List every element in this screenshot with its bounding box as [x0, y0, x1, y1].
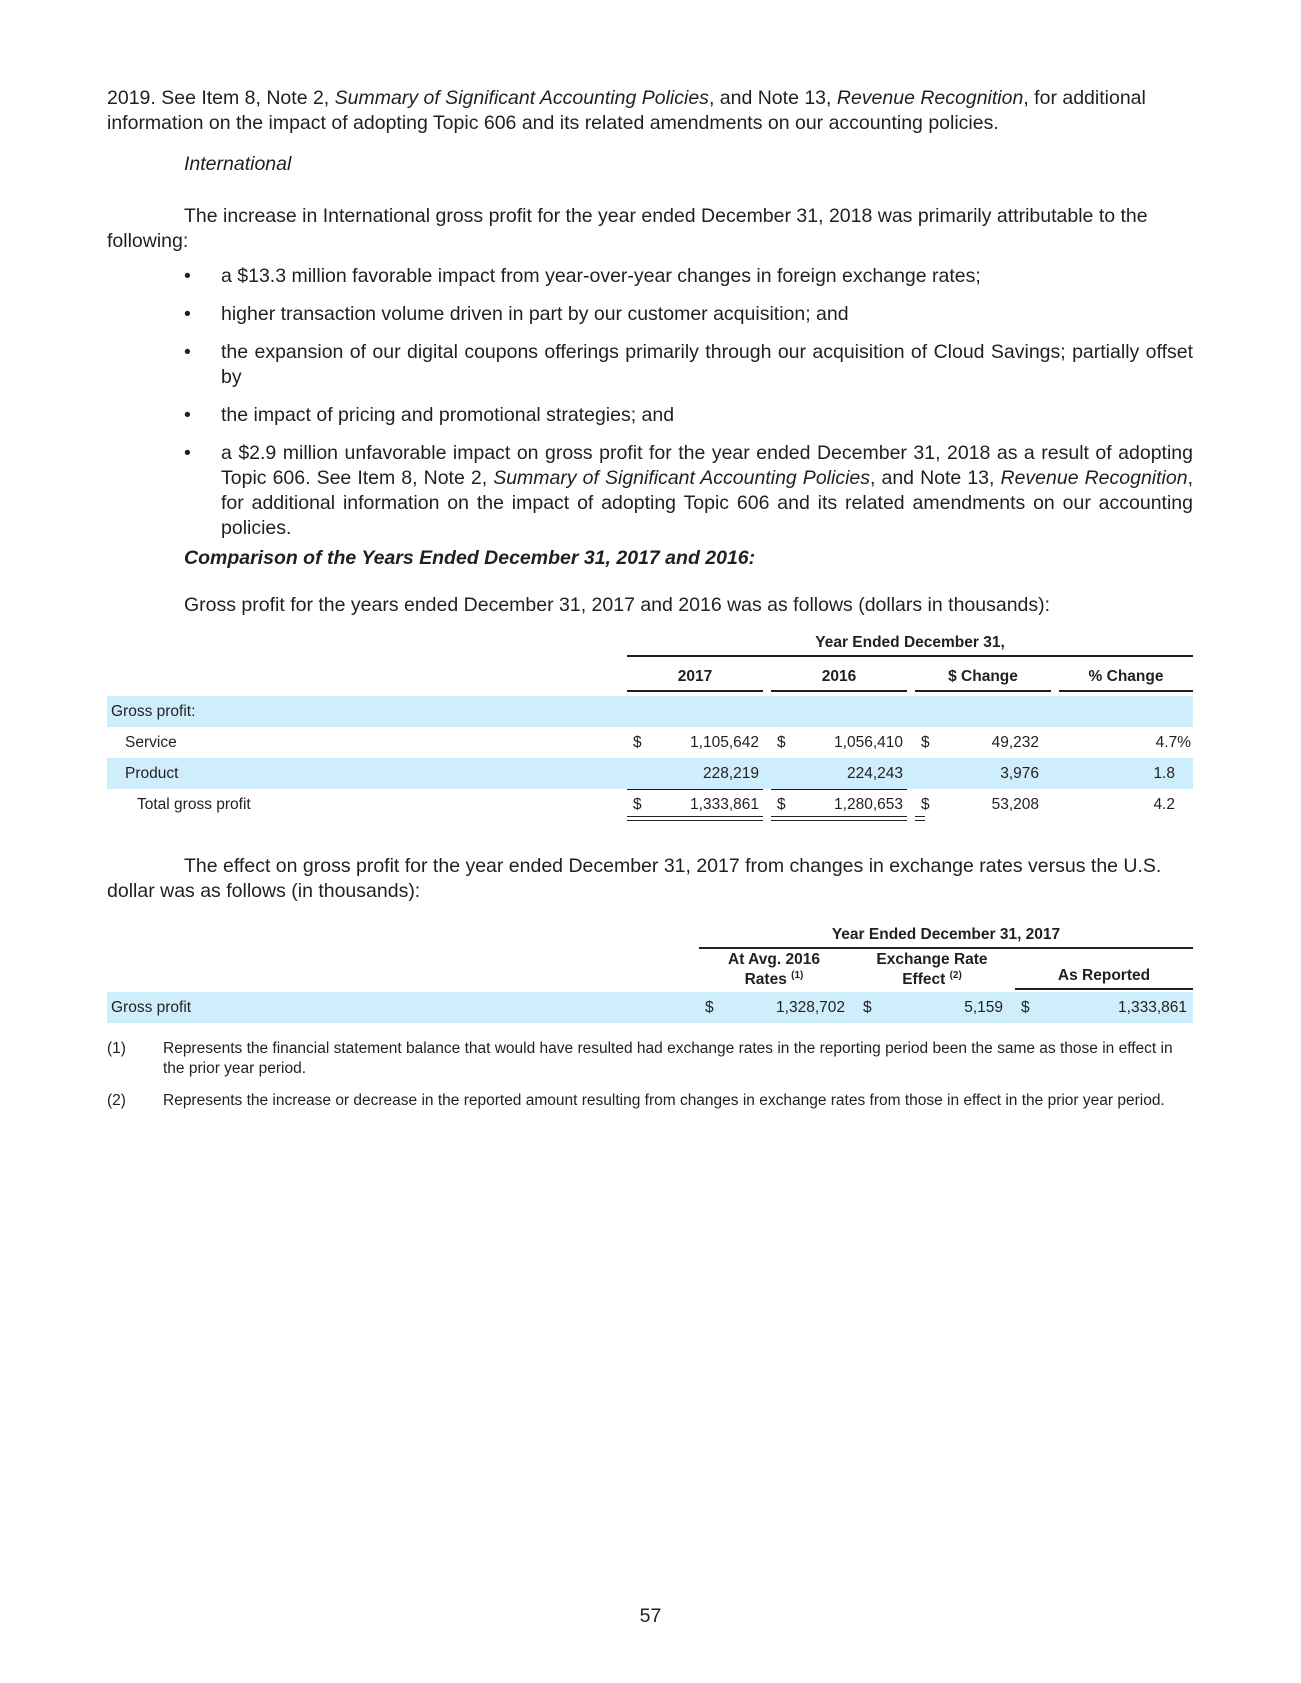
- bullet-item: [107, 340, 1193, 390]
- footnote-text: Represents the increase or decrease in the reported amount resulting from changes in exchange rates from those in effect in the prior year period.: [163, 1092, 1165, 1109]
- intro-paragraph: [107, 86, 1193, 136]
- table-row: [107, 727, 1193, 758]
- value-cell: 1,328,702: [776, 999, 845, 1016]
- value-cell: 53,208: [991, 796, 1039, 813]
- bullet-text: the impact of pricing and promotional strategies; and: [221, 404, 675, 426]
- page-number: 57: [639, 1605, 662, 1627]
- column-header-dollar-change: $ Change: [915, 668, 1051, 692]
- row-label: Service: [125, 734, 177, 751]
- total-double-rule: [771, 816, 907, 821]
- table-section-row: [107, 696, 1193, 727]
- currency-symbol: $: [777, 796, 786, 813]
- value-cell: 1,333,861: [690, 796, 759, 813]
- value-cell: 4.2: [1153, 796, 1175, 813]
- intro-text-b: , and Note 13,: [708, 87, 832, 109]
- table-header: [107, 926, 1193, 992]
- bullet-text: the expansion of our digital coupons offerings primarily through our acquisition of Cloud Savings; partially offset by: [221, 341, 1193, 388]
- currency-symbol: $: [921, 734, 930, 751]
- bullet-marker: •: [184, 341, 191, 363]
- footnotes: [107, 1039, 1193, 1111]
- column-header-text: Rates: [744, 971, 787, 988]
- column-header-line: Exchange Rate: [876, 951, 988, 968]
- bullet-item: [107, 302, 1193, 327]
- bullet-marker: •: [184, 265, 191, 287]
- row-label: Total gross profit: [137, 796, 251, 813]
- intro-text-c: , for additional information on the impact of adopting Topic 606 and its related amendments on our accounting policies.: [107, 87, 1146, 134]
- bullet-text: a $2.9 million unfavorable impact on gross profit for the year ended December 31, 2018 as a result of adopting Topic 606. See Item 8, Note 2,: [221, 442, 1193, 489]
- value-cell: 1.8: [1153, 765, 1175, 782]
- column-header-2017: 2017: [627, 668, 763, 692]
- column-header-exchange-rate-effect: [857, 952, 1007, 994]
- value-cell: 3,976: [1000, 765, 1039, 782]
- document-page: [107, 86, 1193, 1123]
- bullet-text: higher transaction volume driven in part by our customer acquisition; and: [221, 303, 849, 325]
- international-heading: International: [184, 153, 292, 175]
- bullet-ref-italic: Summary of Significant Accounting Policies: [493, 467, 871, 489]
- column-header-line: [699, 968, 849, 988]
- table-total-row: [107, 789, 1193, 820]
- table-group-header: Year Ended December 31,: [627, 634, 1193, 657]
- value-cell: 49,232: [991, 734, 1039, 751]
- value-cell: 4.7%: [1155, 734, 1191, 751]
- currency-symbol: $: [921, 796, 930, 813]
- column-header-text: Effect: [902, 971, 946, 988]
- gross-profit-table: [107, 634, 1193, 820]
- column-header-at-avg-rates: [699, 952, 849, 994]
- table-row: [107, 758, 1193, 789]
- international-lead: The increase in International gross profit for the year ended December 31, 2018 was primarily attributable to the following:: [107, 205, 1148, 252]
- total-double-rule: [627, 816, 763, 821]
- column-header-line: As Reported: [1057, 967, 1151, 984]
- comparison-intro: Gross profit for the years ended December 31, 2017 and 2016 was as follows (dollars in thousands):: [184, 594, 1051, 616]
- bullet-text-c: , for additional information on the impact of adopting Topic 606 and its related amendments on our accounting policies.: [221, 467, 1193, 539]
- value-cell: 1,105,642: [690, 734, 759, 751]
- footnote: [107, 1039, 1193, 1079]
- bullet-item: [107, 441, 1193, 541]
- column-header-line: At Avg. 2016: [728, 951, 820, 968]
- intro-ref-italic: Summary of Significant Accounting Policies: [334, 87, 709, 109]
- column-header-line: [857, 968, 1007, 988]
- table-header: [107, 634, 1193, 696]
- total-double-rule: [915, 816, 925, 821]
- intro-text: 2019. See Item 8, Note 2,: [107, 87, 330, 109]
- currency-symbol: $: [633, 796, 642, 813]
- footnote-ref: (1): [791, 970, 804, 981]
- footnote-ref: (2): [949, 970, 962, 981]
- value-cell: 5,159: [964, 999, 1003, 1016]
- footnote-mark: (1): [107, 1040, 126, 1057]
- value-cell: 1,280,653: [834, 796, 903, 813]
- value-cell: 228,219: [702, 765, 759, 782]
- row-label: Product: [125, 765, 179, 782]
- column-header-as-reported: [1015, 952, 1193, 990]
- intro-ref-italic-2: Revenue Recognition: [836, 87, 1024, 109]
- bullet-marker: •: [184, 303, 191, 325]
- bullet-marker: •: [184, 404, 191, 426]
- value-cell: 224,243: [846, 765, 903, 782]
- row-label: Gross profit:: [111, 703, 196, 720]
- currency-symbol: $: [705, 999, 714, 1016]
- column-header-2016: 2016: [771, 668, 907, 692]
- footnote: [107, 1091, 1193, 1111]
- fx-intro: The effect on gross profit for the year ended December 31, 2017 from changes in exchange rates versus the U.S. dollar was as follows (in thousands):: [107, 855, 1162, 902]
- bullet-text: a $13.3 million favorable impact from year-over-year changes in foreign exchange rates;: [221, 265, 981, 287]
- value-cell: 1,056,410: [834, 734, 903, 751]
- column-header-spacer: [1015, 952, 1193, 968]
- fx-table: [107, 926, 1193, 1023]
- table-row: [107, 992, 1193, 1023]
- comparison-title: Comparison of the Years Ended December 31, 2017 and 2016:: [184, 547, 756, 569]
- footnote-mark: (2): [107, 1092, 126, 1109]
- column-header-percent-change: % Change: [1059, 668, 1193, 692]
- value-cell: 1,333,861: [1118, 999, 1187, 1016]
- bullet-item: [107, 264, 1193, 289]
- row-label: Gross profit: [111, 999, 192, 1016]
- currency-symbol: $: [863, 999, 872, 1016]
- currency-symbol: $: [1021, 999, 1030, 1016]
- bullet-ref-italic-2: Revenue Recognition: [1000, 467, 1188, 489]
- currency-symbol: $: [633, 734, 642, 751]
- bullet-text-b: , and Note 13,: [870, 467, 995, 489]
- bullet-list: [107, 264, 1193, 541]
- currency-symbol: $: [777, 734, 786, 751]
- table-group-header: Year Ended December 31, 2017: [699, 926, 1193, 949]
- bullet-item: [107, 403, 1193, 428]
- footnote-text: Represents the financial statement balance that would have resulted had exchange rates in the reporting period been the same as those in effect in the prior year period.: [163, 1040, 1173, 1077]
- bullet-marker: •: [184, 442, 191, 464]
